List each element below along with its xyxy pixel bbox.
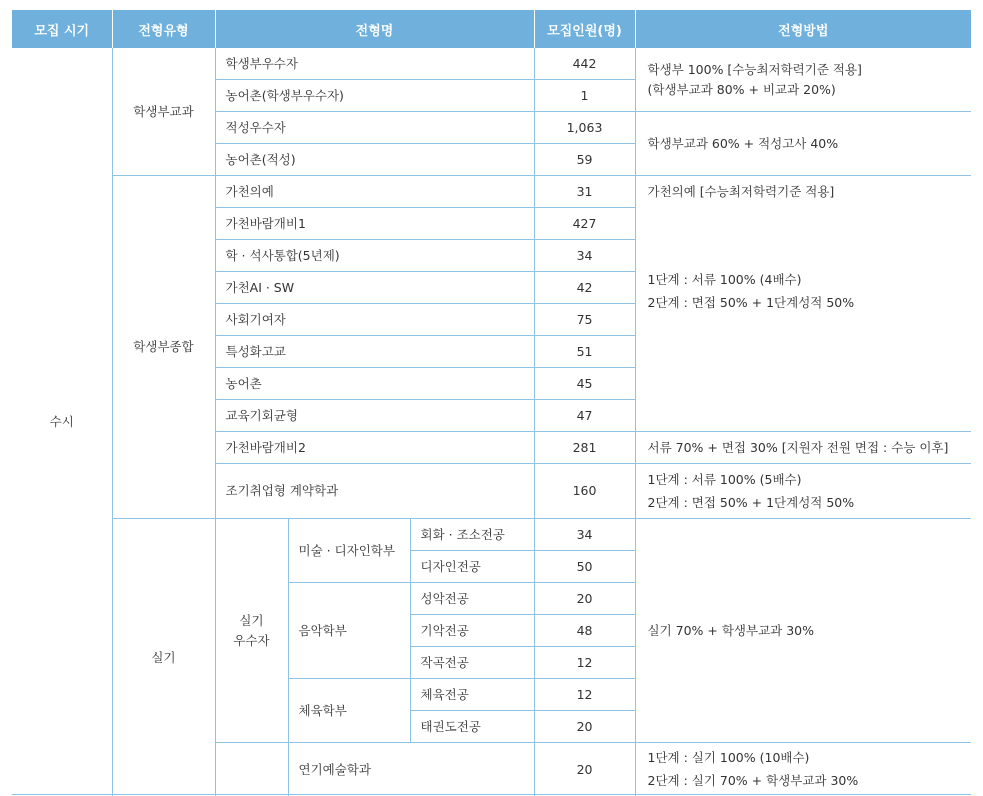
- major-count: 12: [534, 679, 635, 711]
- practical-name-line: 우수자: [216, 631, 288, 651]
- major-name: 체육전공: [410, 679, 534, 711]
- major-name: 디자인전공: [410, 551, 534, 583]
- method-line: 가천의예 [수능최저학력기준 적용]: [648, 182, 972, 202]
- admission-count: 427: [534, 208, 635, 240]
- header-row: [12, 10, 971, 48]
- method-line: 학생부교과 60% + 적성고사 40%: [648, 134, 972, 154]
- header-name: 전형명: [215, 10, 534, 48]
- method-line: 1단계 : 실기 100% (10배수): [648, 748, 972, 768]
- header-period: 모집 시기: [12, 10, 112, 48]
- admission-name: 농어촌(학생부우수자): [215, 80, 534, 112]
- major-name: 회화 · 조소전공: [410, 519, 534, 551]
- admission-count: 34: [534, 240, 635, 272]
- method-line: (학생부교과 80% + 비교과 20%): [648, 80, 972, 100]
- admission-count: 160: [534, 464, 635, 519]
- method-cell: [635, 519, 971, 743]
- major-count: 20: [534, 743, 635, 796]
- admission-name: 조기취업형 계약학과: [215, 464, 534, 519]
- type-cell: 실기: [112, 519, 215, 796]
- method-line: 학생부 100% [수능최저학력기준 적용]: [648, 60, 972, 80]
- admission-count: 442: [534, 48, 635, 80]
- admissions-table: [12, 10, 971, 796]
- admission-count: 75: [534, 304, 635, 336]
- admission-count: 281: [534, 432, 635, 464]
- table-row: [12, 176, 971, 208]
- method-line: 1단계 : 서류 100% (4배수): [648, 270, 972, 290]
- admission-name: 특성화고교: [215, 336, 534, 368]
- major-count: 50: [534, 551, 635, 583]
- method-cell: [635, 48, 971, 112]
- admission-count: 42: [534, 272, 635, 304]
- admission-name: 적성우수자: [215, 112, 534, 144]
- department-cell: 음악학부: [288, 583, 410, 679]
- major-count: 48: [534, 615, 635, 647]
- admission-count: 51: [534, 336, 635, 368]
- admission-name: 농어촌: [215, 368, 534, 400]
- admission-count: 1: [534, 80, 635, 112]
- admission-name: 가천바람개비2: [215, 432, 534, 464]
- method-cell: [635, 743, 971, 796]
- admission-count: 47: [534, 400, 635, 432]
- admission-count: 59: [534, 144, 635, 176]
- header-method: 전형방법: [635, 10, 971, 48]
- major-count: 20: [534, 583, 635, 615]
- admission-name: 농어촌(적성): [215, 144, 534, 176]
- admission-name: 학 · 석사통합(5년제): [215, 240, 534, 272]
- admission-name: 가천바람개비1: [215, 208, 534, 240]
- major-count: 20: [534, 711, 635, 743]
- method-line: 2단계 : 면접 50% + 1단계성적 50%: [648, 493, 972, 513]
- major-name: 성악전공: [410, 583, 534, 615]
- department-cell: 체육학부: [288, 679, 410, 743]
- period-cell: 수시: [12, 48, 112, 796]
- method-cell: [635, 432, 971, 464]
- method-line: 실기 70% + 학생부교과 30%: [648, 621, 972, 641]
- method-line: 2단계 : 실기 70% + 학생부교과 30%: [648, 771, 972, 791]
- admission-name: 교육기회균형: [215, 400, 534, 432]
- admission-name: 가천의예: [215, 176, 534, 208]
- header-count: 모집인원(명): [534, 10, 635, 48]
- admission-count: 1,063: [534, 112, 635, 144]
- department-cell: 미술 · 디자인학부: [288, 519, 410, 583]
- admission-name: 사회기여자: [215, 304, 534, 336]
- table-row: [12, 48, 971, 80]
- admission-name: 가천AI · SW: [215, 272, 534, 304]
- major-name: 기악전공: [410, 615, 534, 647]
- department-cell: 연기예술학과: [288, 743, 534, 796]
- practical-name-line: 실기: [216, 611, 288, 631]
- admission-count: 45: [534, 368, 635, 400]
- major-count: 34: [534, 519, 635, 551]
- major-count: 12: [534, 647, 635, 679]
- admission-count: 31: [534, 176, 635, 208]
- type-cell: 학생부교과: [112, 48, 215, 176]
- admission-name: 학생부우수자: [215, 48, 534, 80]
- method-cell: [635, 112, 971, 176]
- method-cell: [635, 176, 971, 432]
- practical-name-cell: [215, 519, 288, 743]
- method-cell: [635, 464, 971, 519]
- blank-cell: [215, 743, 288, 796]
- method-line: 서류 70% + 면접 30% [지원자 전원 면접 : 수능 이후]: [648, 438, 972, 458]
- major-name: 작곡전공: [410, 647, 534, 679]
- method-line: 1단계 : 서류 100% (5배수): [648, 470, 972, 490]
- table-row: [12, 519, 971, 551]
- method-line: 2단계 : 면접 50% + 1단계성적 50%: [648, 293, 972, 313]
- major-name: 태권도전공: [410, 711, 534, 743]
- header-type: 전형유형: [112, 10, 215, 48]
- type-cell: 학생부종합: [112, 176, 215, 519]
